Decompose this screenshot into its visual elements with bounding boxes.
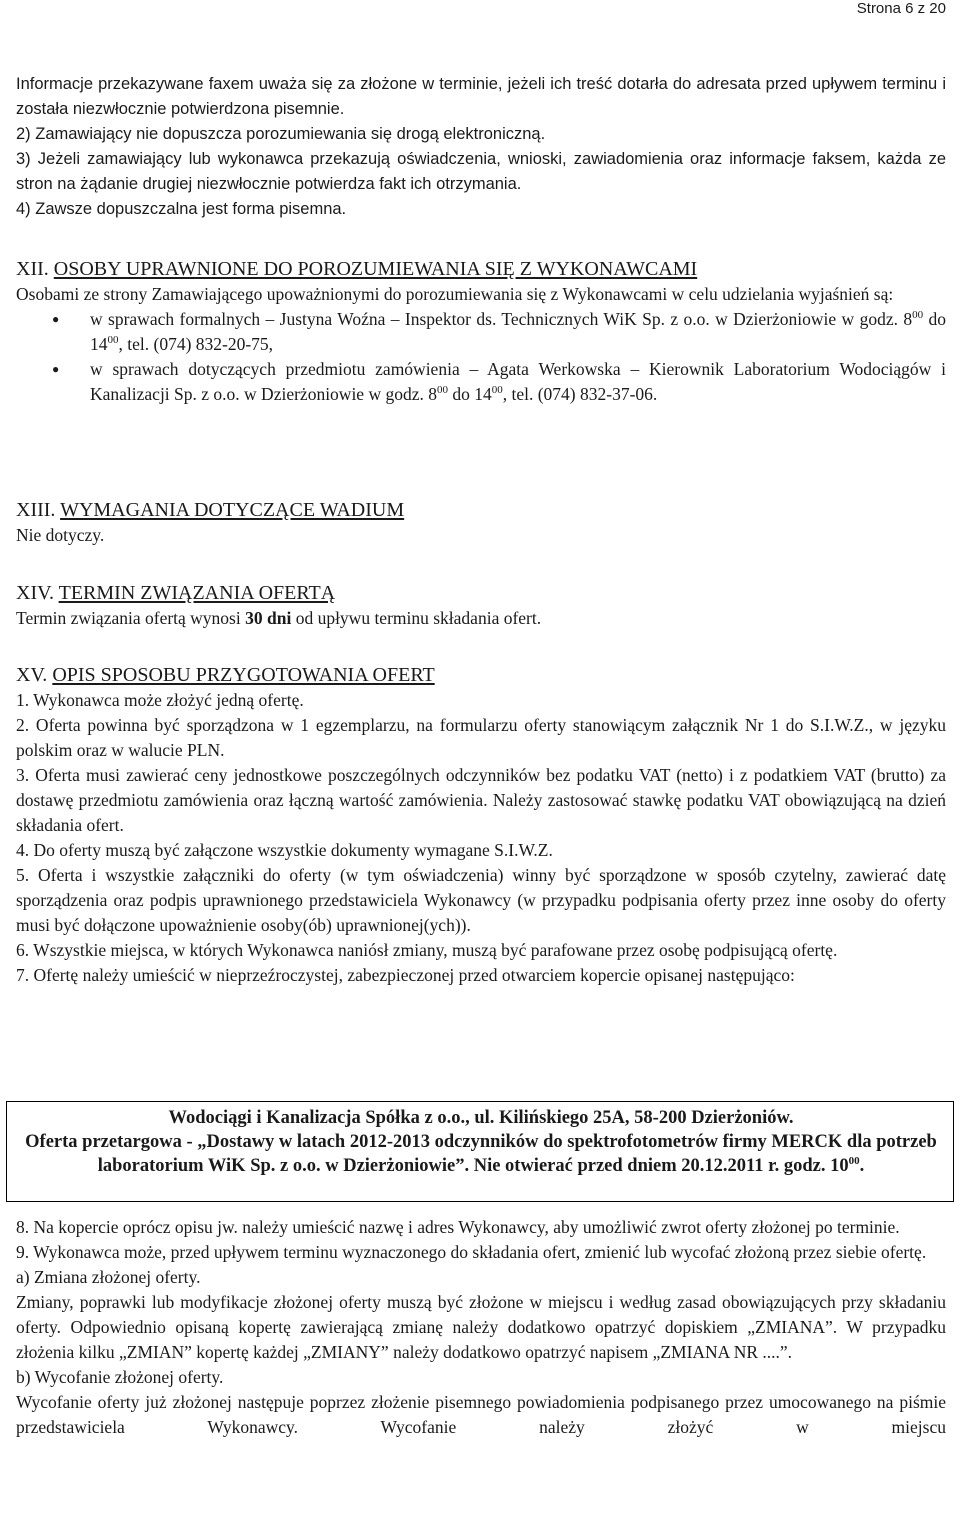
section-xiv-heading bbox=[16, 580, 946, 606]
offer-rule-2: 2. Oferta powinna być sporządzona w 1 egzemplarzu, na formularzu oferty stanowiącym załącznik Nr 1 do S.I.W.Z., w języku polskim oraz w walucie PLN. bbox=[16, 715, 946, 760]
section-title: OPIS SPOSOBU PRZYGOTOWANIA OFERT bbox=[52, 664, 435, 686]
section-title: TERMIN ZWIĄZANIA OFERTĄ bbox=[58, 582, 336, 604]
binding-term-part: od upływu terminu składania ofert. bbox=[291, 608, 542, 628]
offer-rule-3: 3. Oferta musi zawierać ceny jednostkowe poszczególnych odczynników bez podatku VAT (netto) i z podatkiem VAT (brutto) za dostawę przedmiotu zamówienia oraz łączną wartość zamówienia. Należy zastosować stawkę podatku VAT obowiązującą na dzień składania ofert. bbox=[16, 765, 946, 835]
offer-changes-section bbox=[16, 1215, 946, 1440]
binding-term-days: 30 dni bbox=[245, 608, 292, 628]
offer-rule-8: 8. Na kopercie oprócz opisu jw. należy umieścić nazwę i adres Wykonawcy, aby umożliwić zwrot oferty złożonej po terminie. bbox=[16, 1217, 900, 1237]
envelope-offer-end: . bbox=[859, 1156, 865, 1176]
envelope-offer-title bbox=[16, 1130, 946, 1178]
fax-info-paragraph: Informacje przekazywane faxem uważa się za złożone w terminie, jeżeli ich treść dotarła do adresata przed upływem terminu i została niezwłocznie potwierdzona pisemnie. bbox=[16, 75, 946, 118]
superscript: 00 bbox=[107, 334, 119, 346]
contact-subject-text: w sprawach dotyczących przedmiotu zamówienia – Agata Werkowska – Kierownik Laboratorium Wodociągów i Kanalizacji Sp. z o.o. w Dzierżoniowie w godz. 8 bbox=[90, 359, 946, 404]
offer-rule-7: 7. Ofertę należy umieścić w nieprzeźroczystej, zabezpieczonej przed otwarciem kopercie opisanej następująco: bbox=[16, 965, 795, 985]
change-offer-title: a) Zmiana złożonej oferty. bbox=[16, 1267, 201, 1287]
contact-persons-list bbox=[16, 307, 946, 407]
superscript: 00 bbox=[912, 309, 924, 321]
offer-rule-1: 1. Wykonawca może złożyć jedną ofertę. bbox=[16, 690, 304, 710]
written-form-paragraph: 4) Zawsze dopuszczalna jest forma pisemna. bbox=[16, 200, 347, 218]
contact-formal-text: do 14 bbox=[90, 309, 946, 354]
withdraw-offer-title: b) Wycofanie złożonej oferty. bbox=[16, 1367, 224, 1387]
section-xiv bbox=[16, 580, 946, 631]
withdraw-offer-text: Wycofanie oferty już złożonej następuje poprzez złożenie pisemnego powiadomienia podpisanego przez umocowanego na piśmie przedstawiciela Wykonawcy. Wycofanie należy złożyć w miejscu bbox=[16, 1392, 946, 1437]
binding-term-part: Termin związania ofertą wynosi bbox=[16, 608, 246, 628]
list-item bbox=[16, 357, 946, 407]
binding-term-text bbox=[16, 606, 946, 631]
section-xiii bbox=[16, 497, 946, 548]
superscript: 00 bbox=[848, 1155, 860, 1167]
envelope-label bbox=[16, 1106, 946, 1178]
section-xiii-heading bbox=[16, 497, 946, 523]
section-number: XIII. bbox=[16, 499, 56, 521]
section-number: XIV. bbox=[16, 582, 54, 604]
section-number: XII. bbox=[16, 258, 49, 280]
section-title: OSOBY UPRAWNIONE DO POROZUMIEWANIA SIĘ Z WYKONAWCAMI bbox=[53, 258, 698, 280]
contact-subject-text: , tel. (074) 832-37-06. bbox=[502, 384, 658, 404]
offer-rule-6: 6. Wszystkie miejsca, w których Wykonawca naniósł zmiany, muszą być parafowane przez osobę podpisującą ofertę. bbox=[16, 940, 838, 960]
section-xv bbox=[16, 662, 946, 988]
change-offer-text: Zmiany, poprawki lub modyfikacje złożonej oferty muszą być złożone w miejscu i według zasad obowiązujących przy składaniu oferty. Odpowiednio opisaną kopertę zawierającą zmianę należy dodatkowo opatrzyć dopiskiem „ZMIANA”. W przypadku złożenia kilku „ZMIAN” kopertę każdej „ZMIANY” należy dodatkowo opatrzyć napisem „ZMIANA NR ....”. bbox=[16, 1292, 946, 1362]
page-number: Strona 6 z 20 bbox=[856, 0, 946, 17]
section-number: XV. bbox=[16, 664, 48, 686]
superscript: 00 bbox=[436, 384, 448, 396]
section-title: WYMAGANIA DOTYCZĄCE WADIUM bbox=[60, 499, 405, 521]
offer-rule-9: 9. Wykonawca może, przed upływem terminu wyznaczonego do składania ofert, zmienić lub wycofać złożoną przez siebie ofertę. bbox=[16, 1242, 927, 1262]
superscript: 00 bbox=[491, 384, 503, 396]
wadium-text: Nie dotyczy. bbox=[16, 525, 105, 545]
contact-formal-text: , tel. (074) 832-20-75, bbox=[118, 334, 274, 354]
section-xii-heading bbox=[16, 256, 946, 282]
section-xii bbox=[16, 256, 946, 407]
offer-rule-4: 4. Do oferty muszą być załączone wszystkie dokumenty wymagane S.I.W.Z. bbox=[16, 840, 553, 860]
contact-subject-text: do 14 bbox=[447, 384, 492, 404]
envelope-address: Wodociągi i Kanalizacja Spółka z o.o., ul. Kilińskiego 25A, 58-200 Dzierżoniów. bbox=[168, 1108, 794, 1128]
electronic-communication-paragraph: 2) Zamawiający nie dopuszcza porozumiewania się drogą elektroniczną. bbox=[16, 125, 546, 143]
envelope-offer-text: Oferta przetargowa - „Dostawy w latach 2012-2013 odczynników do spektrofotometrów firmy MERCK dla potrzeb laboratorium WiK Sp. z o.o. w Dzierżoniowie”. Nie otwierać przed dniem 20.12.2011 r. godz. 10 bbox=[25, 1132, 937, 1176]
communication-rules bbox=[16, 72, 946, 222]
offer-rule-5: 5. Oferta i wszystkie załączniki do oferty (w tym oświadczenia) winny być sporządzone w sposób czytelny, zawierać datę sporządzenia oraz podpis uprawnionego przedstawiciela Wykonawcy (w przypadku podpisania oferty przez inne osoby do oferty musi być dołączone upoważnienie osoby(ób) uprawnionej(ych)). bbox=[16, 865, 946, 935]
fax-confirmation-paragraph: 3) Jeżeli zamawiający lub wykonawca przekazują oświadczenia, wnioski, zawiadomienia oraz informacje faksem, każda ze stron na żądanie drugiej niezwłocznie potwierdza fakt ich otrzymania. bbox=[16, 150, 946, 193]
contact-persons-intro: Osobami ze strony Zamawiającego upoważnionymi do porozumiewania się z Wykonawcami w celu udzielania wyjaśnień są: bbox=[16, 284, 894, 304]
contact-formal-text: w sprawach formalnych – Justyna Woźna – Inspektor ds. Technicznych WiK Sp. z o.o. w Dzierżoniowie w godz. 8 bbox=[90, 309, 913, 329]
list-item bbox=[16, 307, 946, 357]
section-xv-heading bbox=[16, 662, 946, 688]
